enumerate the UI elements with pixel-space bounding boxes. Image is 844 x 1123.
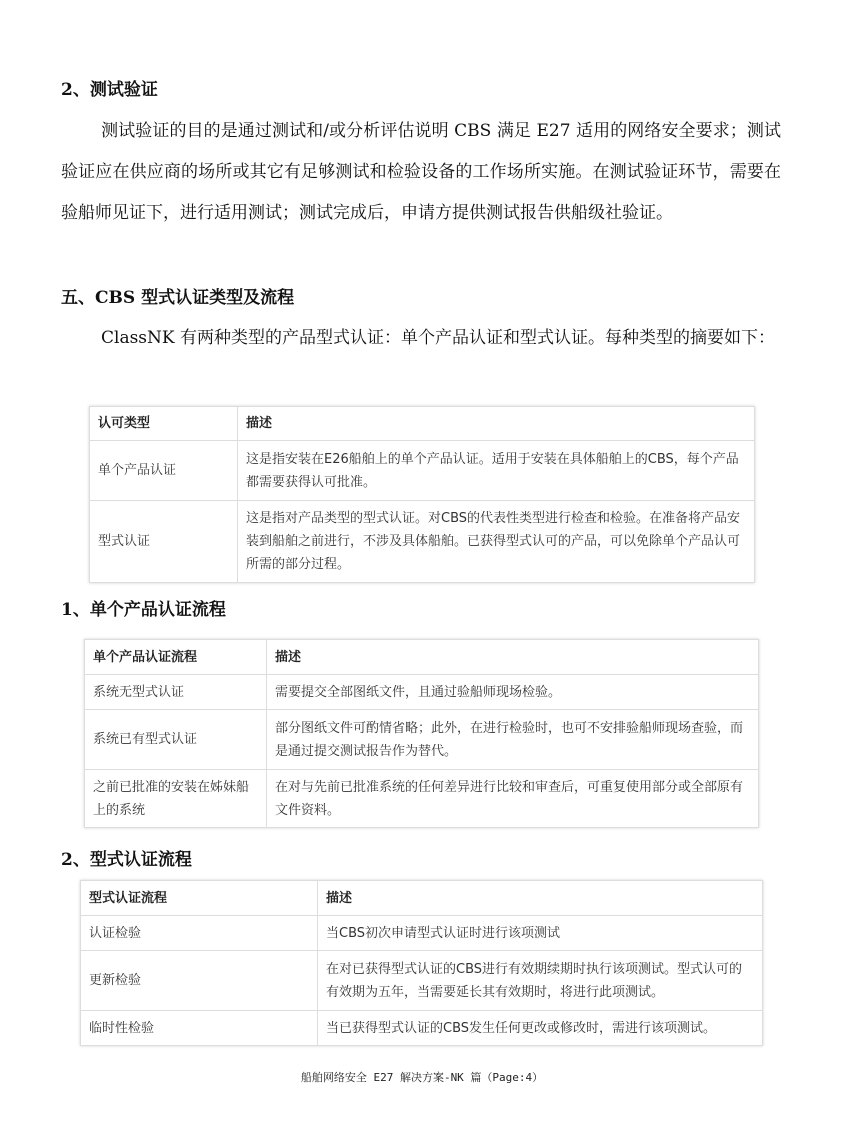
table-cell: 需要提交全部图纸文件，且通过验船师现场检验。	[267, 675, 759, 710]
table-header-cell: 描述	[238, 407, 755, 441]
table-row	[85, 770, 759, 828]
table-cell: 认证检验	[81, 916, 318, 951]
table-header-row	[85, 640, 759, 675]
heading-type-approval-process: 2、型式认证流程	[61, 850, 192, 870]
table-cell: 在对与先前已批准系统的任何差异进行比较和审查后，可重复使用部分或全部原有文件资料。	[267, 770, 759, 828]
table-cell: 更新检验	[81, 951, 318, 1011]
table-cell: 单个产品认证	[90, 441, 238, 501]
page-footer: 船舶网络安全 E27 解决方案-NK 篇（Page:4）	[300, 1071, 544, 1084]
table-row	[81, 1011, 763, 1046]
type-approval-process-table	[80, 880, 763, 1046]
table-cell: 这是指安装在E26船舶上的单个产品认证。适用于安装在具体船舶上的CBS，每个产品都需要获得认可批准。	[238, 441, 755, 501]
table-header-row	[90, 407, 755, 441]
table-cell: 当已获得型式认证的CBS发生任何更改或修改时，需进行该项测试。	[318, 1011, 763, 1046]
table-header-row	[81, 881, 763, 916]
table-cell: 在对已获得型式认证的CBS进行有效期续期时执行该项测试。型式认可的有效期为五年，当需要延长其有效期时，将进行此项测试。	[318, 951, 763, 1011]
table-row	[90, 441, 755, 501]
paragraph-section-five-text: ClassNK 有两种类型的产品型式认证：单个产品认证和型式认证。每种类型的摘要如下：	[101, 328, 776, 348]
table-header-cell: 描述	[318, 881, 763, 916]
table-cell: 系统无型式认证	[85, 675, 267, 710]
table-header-cell: 单个产品认证流程	[85, 640, 267, 675]
table-cell: 之前已批准的安装在姊妹船上的系统	[85, 770, 267, 828]
table-header-cell: 认可类型	[90, 407, 238, 441]
approval-types-table	[89, 406, 755, 583]
table-row	[81, 916, 763, 951]
table-cell: 型式认证	[90, 501, 238, 583]
heading-test-verification: 2、测试验证	[61, 80, 158, 100]
table-cell: 临时性检验	[81, 1011, 318, 1046]
paragraph-section-five	[61, 318, 781, 359]
table-row	[85, 710, 759, 770]
paragraph-test-verification-text: 测试验证的目的是通过测试和/或分析评估说明 CBS 满足 E27 适用的网络安全要求；测试验证应在供应商的场所或其它有足够测试和检验设备的工作场所实施。在测试验证环节，需要在验船师见证下，进行适用测试；测试完成后，申请方提供测试报告供船级社验证。	[61, 121, 781, 223]
table-row	[85, 675, 759, 710]
table-cell: 这是指对产品类型的型式认证。对CBS的代表性类型进行检查和检验。在准备将产品安装到船舶之前进行，不涉及具体船舶。已获得型式认可的产品，可以免除单个产品认可所需的部分过程。	[238, 501, 755, 583]
table-header-cell: 描述	[267, 640, 759, 675]
paragraph-test-verification	[61, 111, 781, 234]
table-cell: 系统已有型式认证	[85, 710, 267, 770]
table-header-cell: 型式认证流程	[81, 881, 318, 916]
table-cell: 当CBS初次申请型式认证时进行该项测试	[318, 916, 763, 951]
heading-section-five: 五、CBS 型式认证类型及流程	[61, 288, 295, 308]
table-row	[90, 501, 755, 583]
table-row	[81, 951, 763, 1011]
single-product-process-table	[84, 639, 759, 828]
heading-single-product-process: 1、单个产品认证流程	[61, 600, 226, 620]
table-cell: 部分图纸文件可酌情省略；此外，在进行检验时，也可不安排验船师现场查验，而是通过提交测试报告作为替代。	[267, 710, 759, 770]
